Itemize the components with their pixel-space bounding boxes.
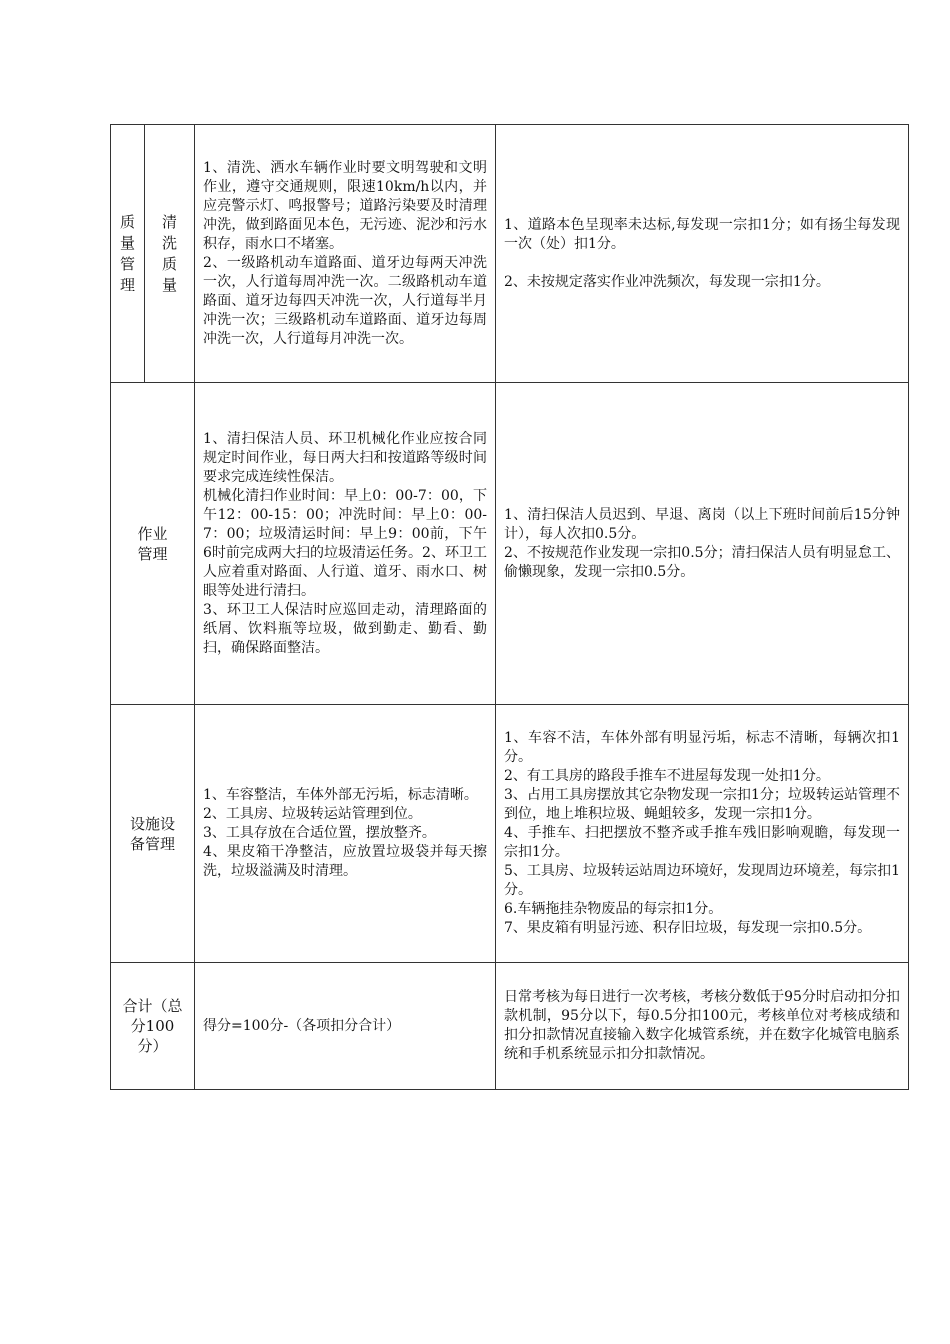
requirement-item: 4、果皮箱干净整洁，应放置垃圾袋并每天擦洗，垃圾溢满及时清理。 — [203, 844, 487, 879]
category-cell — [111, 383, 195, 705]
deductions-cell — [496, 963, 909, 1090]
deduction-item: 5、工具房、垃圾转运站周边环境好，发现周边环境差，每宗扣1分。 — [504, 863, 900, 898]
deduction-item: 1、车容不洁，车体外部有明显污垢，标志不清晰，每辆次扣1分。 — [504, 730, 900, 765]
requirement-item: 2、工具房、垃圾转运站管理到位。 — [203, 806, 422, 822]
deduction-item: 7、果皮箱有明显污迹、积存旧垃圾，每发现一宗扣0.5分。 — [504, 920, 872, 936]
deduction-item: 3、占用工具房摆放其它杂物发现一宗扣1分；垃圾转运站管理不到位，地上堆积垃圾、蝇蛆较多，发现一宗扣1分。 — [504, 787, 900, 822]
deduction-item: 1、道路本色呈现率未达标,每发现一宗扣1分；如有扬尘每发现一次（处）扣1分。 — [504, 216, 900, 252]
deduction-item: 4、手推车、扫把摆放不整齐或手推车残旧影响观瞻，每发现一宗扣1分。 — [504, 825, 900, 860]
table-row-operation — [111, 383, 909, 705]
category-cell — [111, 705, 195, 963]
deductions-cell — [496, 705, 909, 963]
category-label: 作业管理 — [137, 524, 168, 563]
deduction-item: 2、不按规范作业发现一宗扣0.5分；清扫保洁人员有明显怠工、偷懒现象，发现一宗扣0.5分。 — [504, 544, 900, 580]
category-cell — [111, 963, 195, 1090]
category-label: 合计（总分100分） — [122, 997, 183, 1055]
table-row-facilities — [111, 705, 909, 963]
deductions-cell — [496, 125, 909, 383]
deductions-cell — [496, 383, 909, 705]
deduction-item: 1、清扫保洁人员迟到、早退、离岗（以上下班时间前后15分钟计），每人次扣0.5分。 — [504, 506, 900, 542]
deduction-item: 2、有工具房的路段手推车不进屋每发现一处扣1分。 — [504, 768, 830, 784]
category-label: 质量管理 — [119, 212, 135, 294]
category-label: 设施设备管理 — [129, 814, 175, 853]
requirement-item: 1、清扫保洁人员、环卫机械化作业应按合同规定时间作业，每日两大扫和按道路等级时间要求完成连续性保洁。 — [203, 430, 487, 485]
assessment-table — [110, 124, 909, 1090]
deduction-spacer — [504, 254, 900, 273]
subcategory-label: 清洗质量 — [161, 212, 177, 294]
table-row-quality — [111, 125, 909, 383]
requirements-cell — [195, 705, 496, 963]
deduction-item: 2、未按规定落实作业冲洗频次，每发现一宗扣1分。 — [504, 273, 830, 290]
deduction-item: 日常考核为每日进行一次考核，考核分数低于95分时启动扣分扣款机制，95分以下，每0.5分扣100元，考核单位对考核成绩和扣分扣款情况直接输入数字化城管系统，并在数字化城管电脑系统和手机系统显示扣分扣款情况。 — [504, 989, 900, 1062]
requirement-item: 3、环卫工人保洁时应巡回走动，清理路面的纸屑、饮料瓶等垃圾，做到勤走、勤看、勤扫，确保路面整洁。 — [203, 601, 487, 656]
requirement-item: 2、一级路机动车道路面、道牙边每两天冲洗一次，人行道每周冲洗一次。二级路机动车道路面、道牙边每四天冲洗一次，人行道每半月冲洗一次；三级路机动车道路面、道牙边每周冲洗一次，人行道每月冲洗一次。 — [203, 254, 487, 347]
requirement-item: 得分=100分-（各项扣分合计） — [203, 1017, 401, 1034]
requirements-cell — [195, 963, 496, 1090]
deduction-item: 6.车辆拖挂杂物废品的每宗扣1分。 — [504, 901, 723, 917]
table-row-total — [111, 963, 909, 1090]
requirements-cell — [195, 125, 496, 383]
subcategory-cell — [145, 125, 195, 383]
requirement-item: 机械化清扫作业时间：早上0：00-7：00，下午12：00-15：00；冲洗时间：早上0：00-7：00；垃圾清运时间：早上9：00前，下午6时前完成两大扫的垃圾清运任务。2、环卫工人应着重对路面、人行道、道牙、雨水口、树眼等处进行清扫。 — [203, 487, 487, 599]
category-cell — [111, 125, 145, 383]
requirement-item: 3、工具存放在合适位置，摆放整齐。 — [203, 825, 436, 841]
requirement-item: 1、车容整洁，车体外部无污垢，标志清晰。 — [203, 787, 478, 803]
requirement-item: 1、清洗、洒水车辆作业时要文明驾驶和文明作业，遵守交通规则，限速10km/h以内，并应亮警示灯、鸣报警号；道路污染要及时清理冲洗，做到路面见本色，无污迹、泥沙和污水积存，雨水口不堵塞。 — [203, 159, 487, 252]
requirements-cell — [195, 383, 496, 705]
